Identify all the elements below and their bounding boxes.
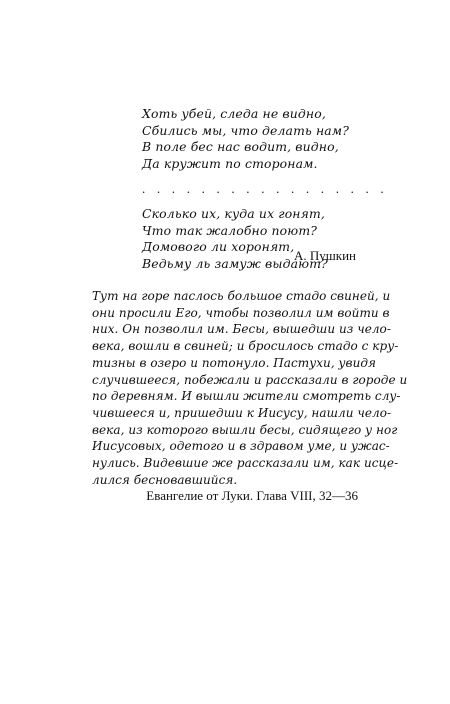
epigraph-line: них. Он позволил им. Бесы, вышедши из чело- [92,322,391,337]
epigraph-line: лился бесновавшийся. [92,472,238,487]
epigraph-line: века, вошли в свиней; и бросилось стадо с кру- [92,339,399,354]
epigraph-line: Тут на горе паслось большое стадо свиней, и [92,289,391,303]
epigraph-line: тизны в озеро и потонуло. Пастухи, увидя [92,355,377,370]
epigraph-line: чившееся и, пришедши к Иисусу, нашли чело- [92,405,392,420]
gospel-epigraph [92,288,408,488]
poem-line: Сбились мы, что делать нам? [142,122,350,138]
poem-line: Что так жалобно поют? [142,222,318,238]
epigraph-source: Евангелие от Луки. Глава VIII, 32—36 [146,488,358,503]
epigraph-line: по деревням. И вышли жители смотреть слу- [92,389,401,404]
poem-line: Домового ли хоронят, [142,239,295,254]
poem-line: В поле бес нас водит, видно, [142,139,339,154]
epigraph-line: века, из которого вышли бесы, сидящего у ног [92,422,398,437]
epigraph-line: нулись. Видевшие же рассказали им, как исце- [92,456,399,471]
epigraph-line: случившееся, побежали и рассказали в городе и [92,372,408,387]
poem-line: Хоть убей, следа не видно, [142,106,326,121]
poem-line: Сколько их, куда их гонят, [142,206,325,221]
epigraph-line: Иисусовых, одетого и в здравом уме, и ужас- [92,439,390,454]
poem-author: А. Пушкин [293,248,356,263]
poem-line: Да кружит по сторонам. [142,155,318,171]
epigraph-line: они просили Его, чтобы позволил им войти в [92,305,390,320]
poem-line: Ведьму ль замуж выдают? [142,255,328,271]
poem-stanza-1 [142,106,372,172]
stanza-separator: . . . . . . . . . . . . . . . . . [142,181,388,196]
